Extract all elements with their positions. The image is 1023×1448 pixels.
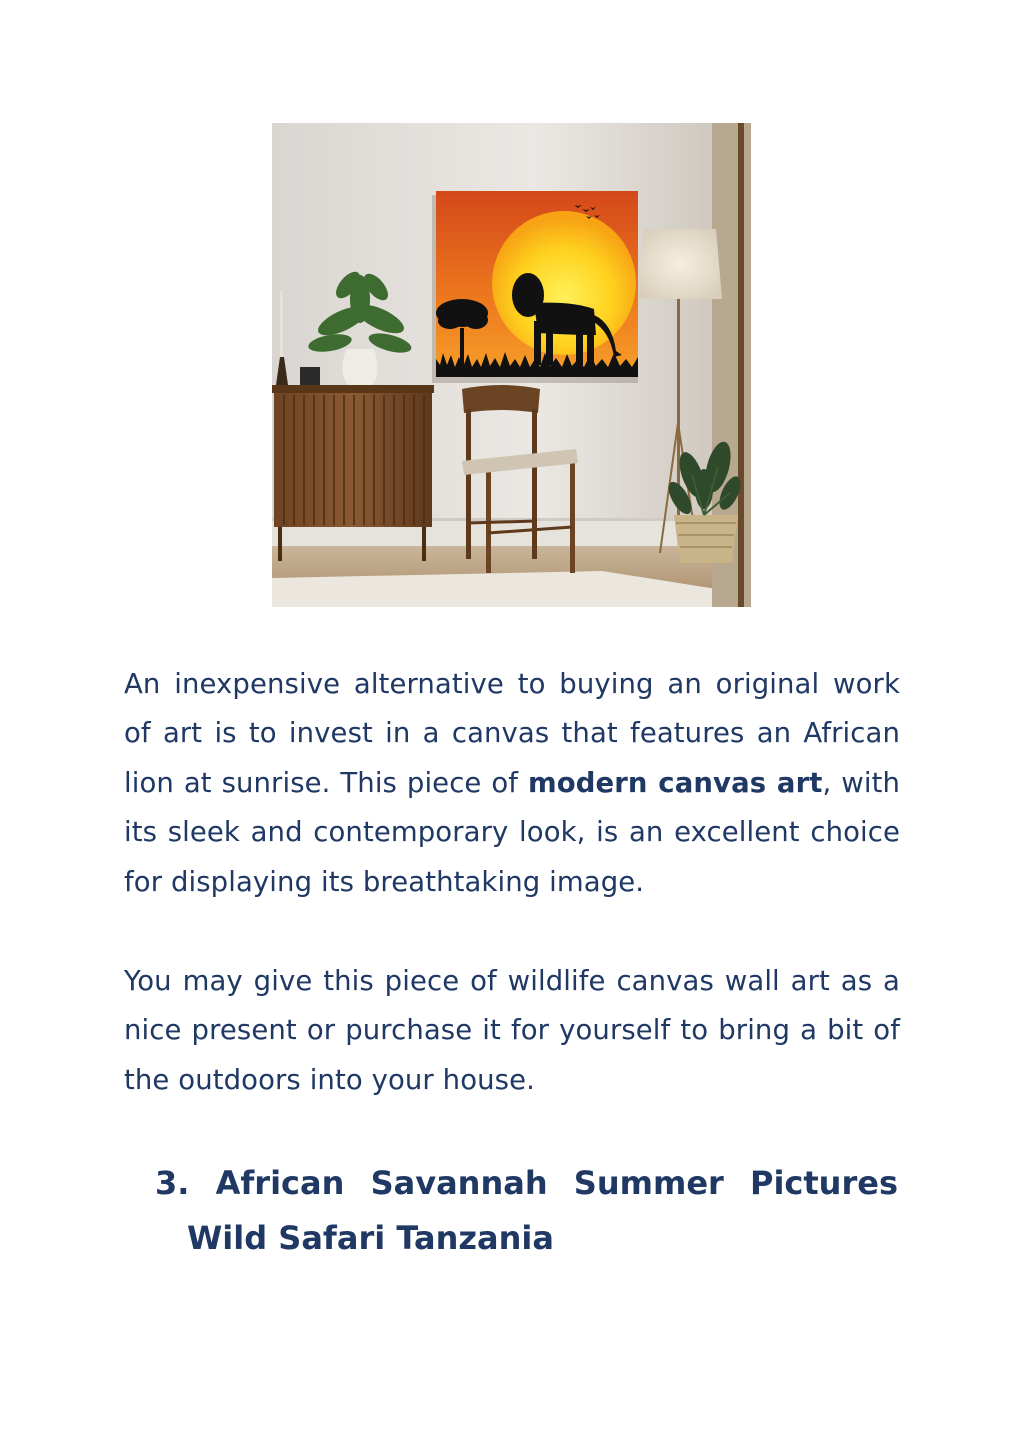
paragraph-lion-canvas bbox=[124, 660, 900, 907]
heading-word-1: African bbox=[215, 1164, 345, 1202]
paragraph-1-text: An inexpensive alternative to buying an original work of art is to invest in a canvas that features an African lion at sunrise. This piece of bbox=[124, 668, 900, 799]
heading-number: 3. bbox=[155, 1164, 190, 1202]
paragraph-1-text-end: , with its sleek and contemporary look, is an excellent choice for displaying its breathtaking image. bbox=[124, 766, 900, 898]
section-heading bbox=[155, 1156, 898, 1266]
lion-canvas-print bbox=[436, 191, 638, 377]
modern-canvas-art-link-text: modern canvas art bbox=[527, 766, 823, 799]
heading-word-2: Savannah bbox=[370, 1164, 548, 1202]
lion-canvas-room-image bbox=[272, 123, 751, 607]
paragraph-gift: You may give this piece of wildlife canvas wall art as a nice present or purchase it for yourself to bring a bit of the outdoors into your house. bbox=[124, 965, 900, 1096]
heading-word-3: Summer bbox=[573, 1164, 724, 1202]
room-photo bbox=[272, 123, 751, 607]
heading-line-2: Wild Safari Tanzania bbox=[187, 1219, 554, 1257]
heading-word-4: Pictures bbox=[749, 1164, 898, 1202]
